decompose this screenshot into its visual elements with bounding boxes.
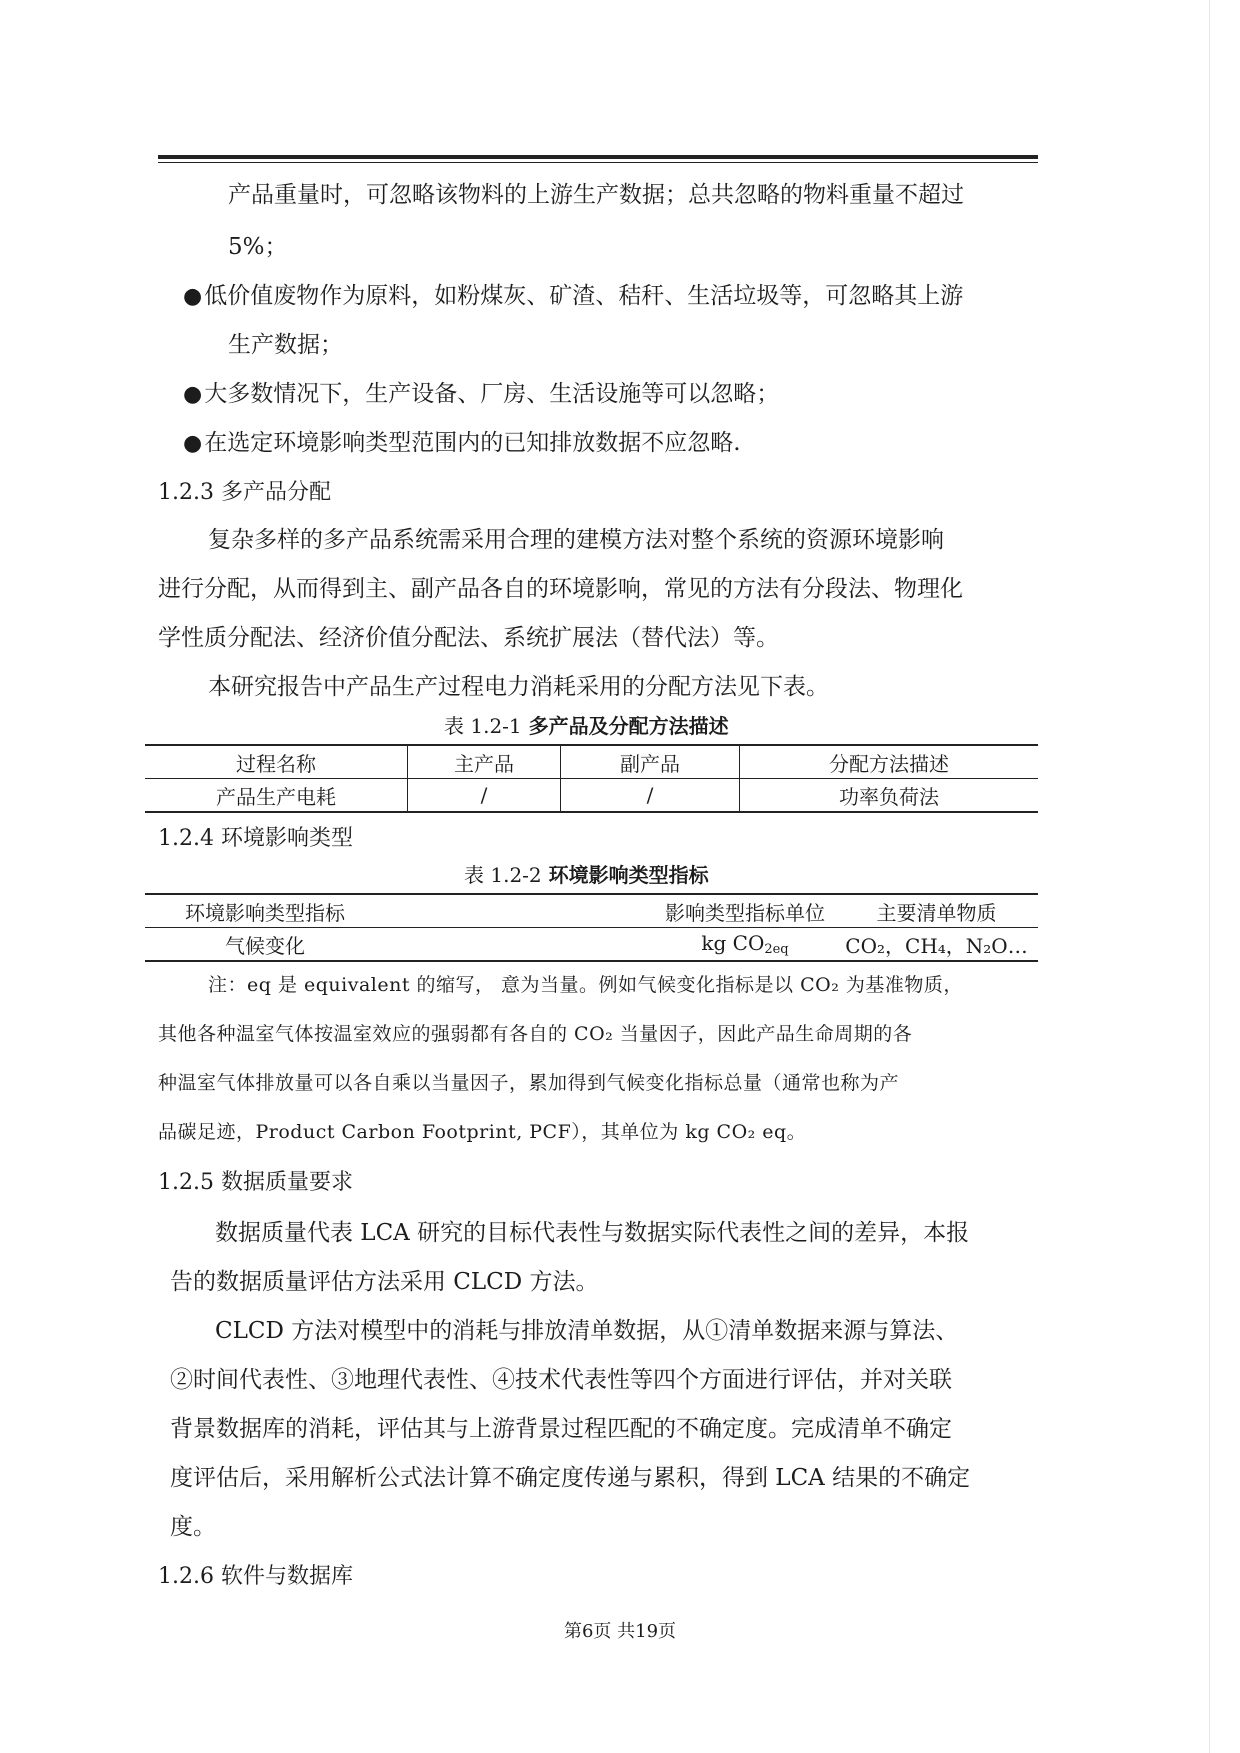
impact-category-table bbox=[145, 893, 1038, 962]
paragraph-line: 度。 bbox=[170, 1514, 216, 1540]
table-header-cell: 过程名称 bbox=[145, 745, 408, 779]
table-cell: 产品生产电耗 bbox=[216, 784, 336, 809]
table-row bbox=[145, 779, 1038, 813]
table-cell: CO₂，CH₄，N₂O… bbox=[845, 933, 1028, 958]
paragraph-line: 本研究报告中产品生产过程电力消耗采用的分配方法见下表。 bbox=[208, 674, 829, 700]
paragraph-line: 背景数据库的消耗，评估其与上游背景过程匹配的不确定度。完成清单不确定 bbox=[170, 1416, 952, 1442]
table-row bbox=[145, 928, 1038, 962]
note-line: 种温室气体排放量可以各自乘以当量因子，累加得到气候变化指标总量（通常也称为产 bbox=[158, 1072, 900, 1094]
paragraph-line: ②时间代表性、③地理代表性、④技术代表性等四个方面进行评估，并对关联 bbox=[170, 1367, 952, 1393]
paragraph-line: 5%； bbox=[228, 234, 288, 260]
paragraph-line: 进行分配，从而得到主、副产品各自的环境影响，常见的方法有分段法、物理化 bbox=[158, 576, 963, 602]
table-header-cell: 副产品 bbox=[561, 745, 740, 779]
table-caption: 表 1.2-2 环境影响类型指标 bbox=[464, 863, 709, 887]
paragraph-line: 数据质量代表 LCA 研究的目标代表性与数据实际代表性之间的差异，本报 bbox=[215, 1220, 970, 1246]
bullet-item-continuation: 生产数据； bbox=[228, 332, 343, 358]
table-caption: 表 1.2-1 多产品及分配方法描述 bbox=[444, 714, 729, 738]
table-header-row bbox=[145, 894, 1038, 928]
note-line: 其他各种温室气体按温室效应的强弱都有各自的 CO₂ 当量因子，因此产品生命周期的各 bbox=[158, 1023, 913, 1045]
bullet-icon: ● bbox=[183, 431, 203, 456]
paragraph-line: 学性质分配法、经济价值分配法、系统扩展法（替代法）等。 bbox=[158, 625, 779, 651]
section-heading: 1.2.4 环境影响类型 bbox=[158, 826, 353, 851]
paragraph-line: 复杂多样的多产品系统需采用合理的建模方法对整个系统的资源环境影响 bbox=[208, 527, 944, 553]
page-footer: 第6页 共19页 bbox=[563, 1621, 677, 1642]
section-heading: 1.2.5 数据质量要求 bbox=[158, 1170, 353, 1195]
header-rule-thin bbox=[158, 162, 1038, 163]
table-header-cell: 主产品 bbox=[408, 745, 561, 779]
section-heading: 1.2.3 多产品分配 bbox=[158, 480, 331, 505]
bullet-item: ●低价值废物作为原料，如粉煤灰、矿渣、秸秆、生活垃圾等，可忽略其上游 bbox=[183, 283, 964, 309]
header-rule-thick bbox=[158, 155, 1038, 159]
paragraph-line: 产品重量时，可忽略该物料的上游生产数据；总共忽略的物料重量不超过 bbox=[228, 182, 964, 208]
table-header-cell: 影响类型指标单位 bbox=[655, 894, 835, 928]
bullet-icon: ● bbox=[183, 284, 203, 309]
table-cell: kg $CO_{2eq}$ bbox=[701, 931, 789, 957]
allocation-table bbox=[145, 744, 1038, 813]
table-cell: 气候变化 bbox=[225, 933, 305, 958]
bullet-item: ●大多数情况下，生产设备、厂房、生活设施等可以忽略； bbox=[183, 381, 780, 407]
table-header-cell: 环境影响类型指标 bbox=[145, 894, 385, 928]
paragraph-line: 告的数据质量评估方法采用 CLCD 方法。 bbox=[170, 1269, 599, 1295]
bullet-item: ●在选定环境影响类型范围内的已知排放数据不应忽略. bbox=[183, 430, 741, 456]
section-heading: 1.2.6 软件与数据库 bbox=[158, 1564, 353, 1589]
table-cell: / bbox=[561, 779, 740, 813]
table-cell: 功率负荷法 bbox=[740, 779, 1039, 813]
note-line: 品碳足迹，Product Carbon Footprint, PCF），其单位为 kg CO₂ eq。 bbox=[158, 1121, 807, 1143]
table-cell: / bbox=[408, 779, 561, 813]
bullet-icon: ● bbox=[183, 382, 203, 407]
paragraph-line: CLCD 方法对模型中的消耗与排放清单数据，从①清单数据来源与算法、 bbox=[215, 1318, 959, 1344]
paragraph-line: 度评估后，采用解析公式法计算不确定度传递与累积，得到 LCA 结果的不确定 bbox=[170, 1465, 971, 1491]
table-header-cell: 分配方法描述 bbox=[740, 745, 1039, 779]
table-header-cell: 主要清单物质 bbox=[835, 894, 1038, 928]
table-header-row bbox=[145, 745, 1038, 779]
note-line: 注：eq 是 equivalent 的缩写， 意为当量。例如气候变化指标是以 CO₂ 为基准物质， bbox=[208, 974, 963, 996]
scan-edge-line bbox=[1209, 0, 1210, 1753]
